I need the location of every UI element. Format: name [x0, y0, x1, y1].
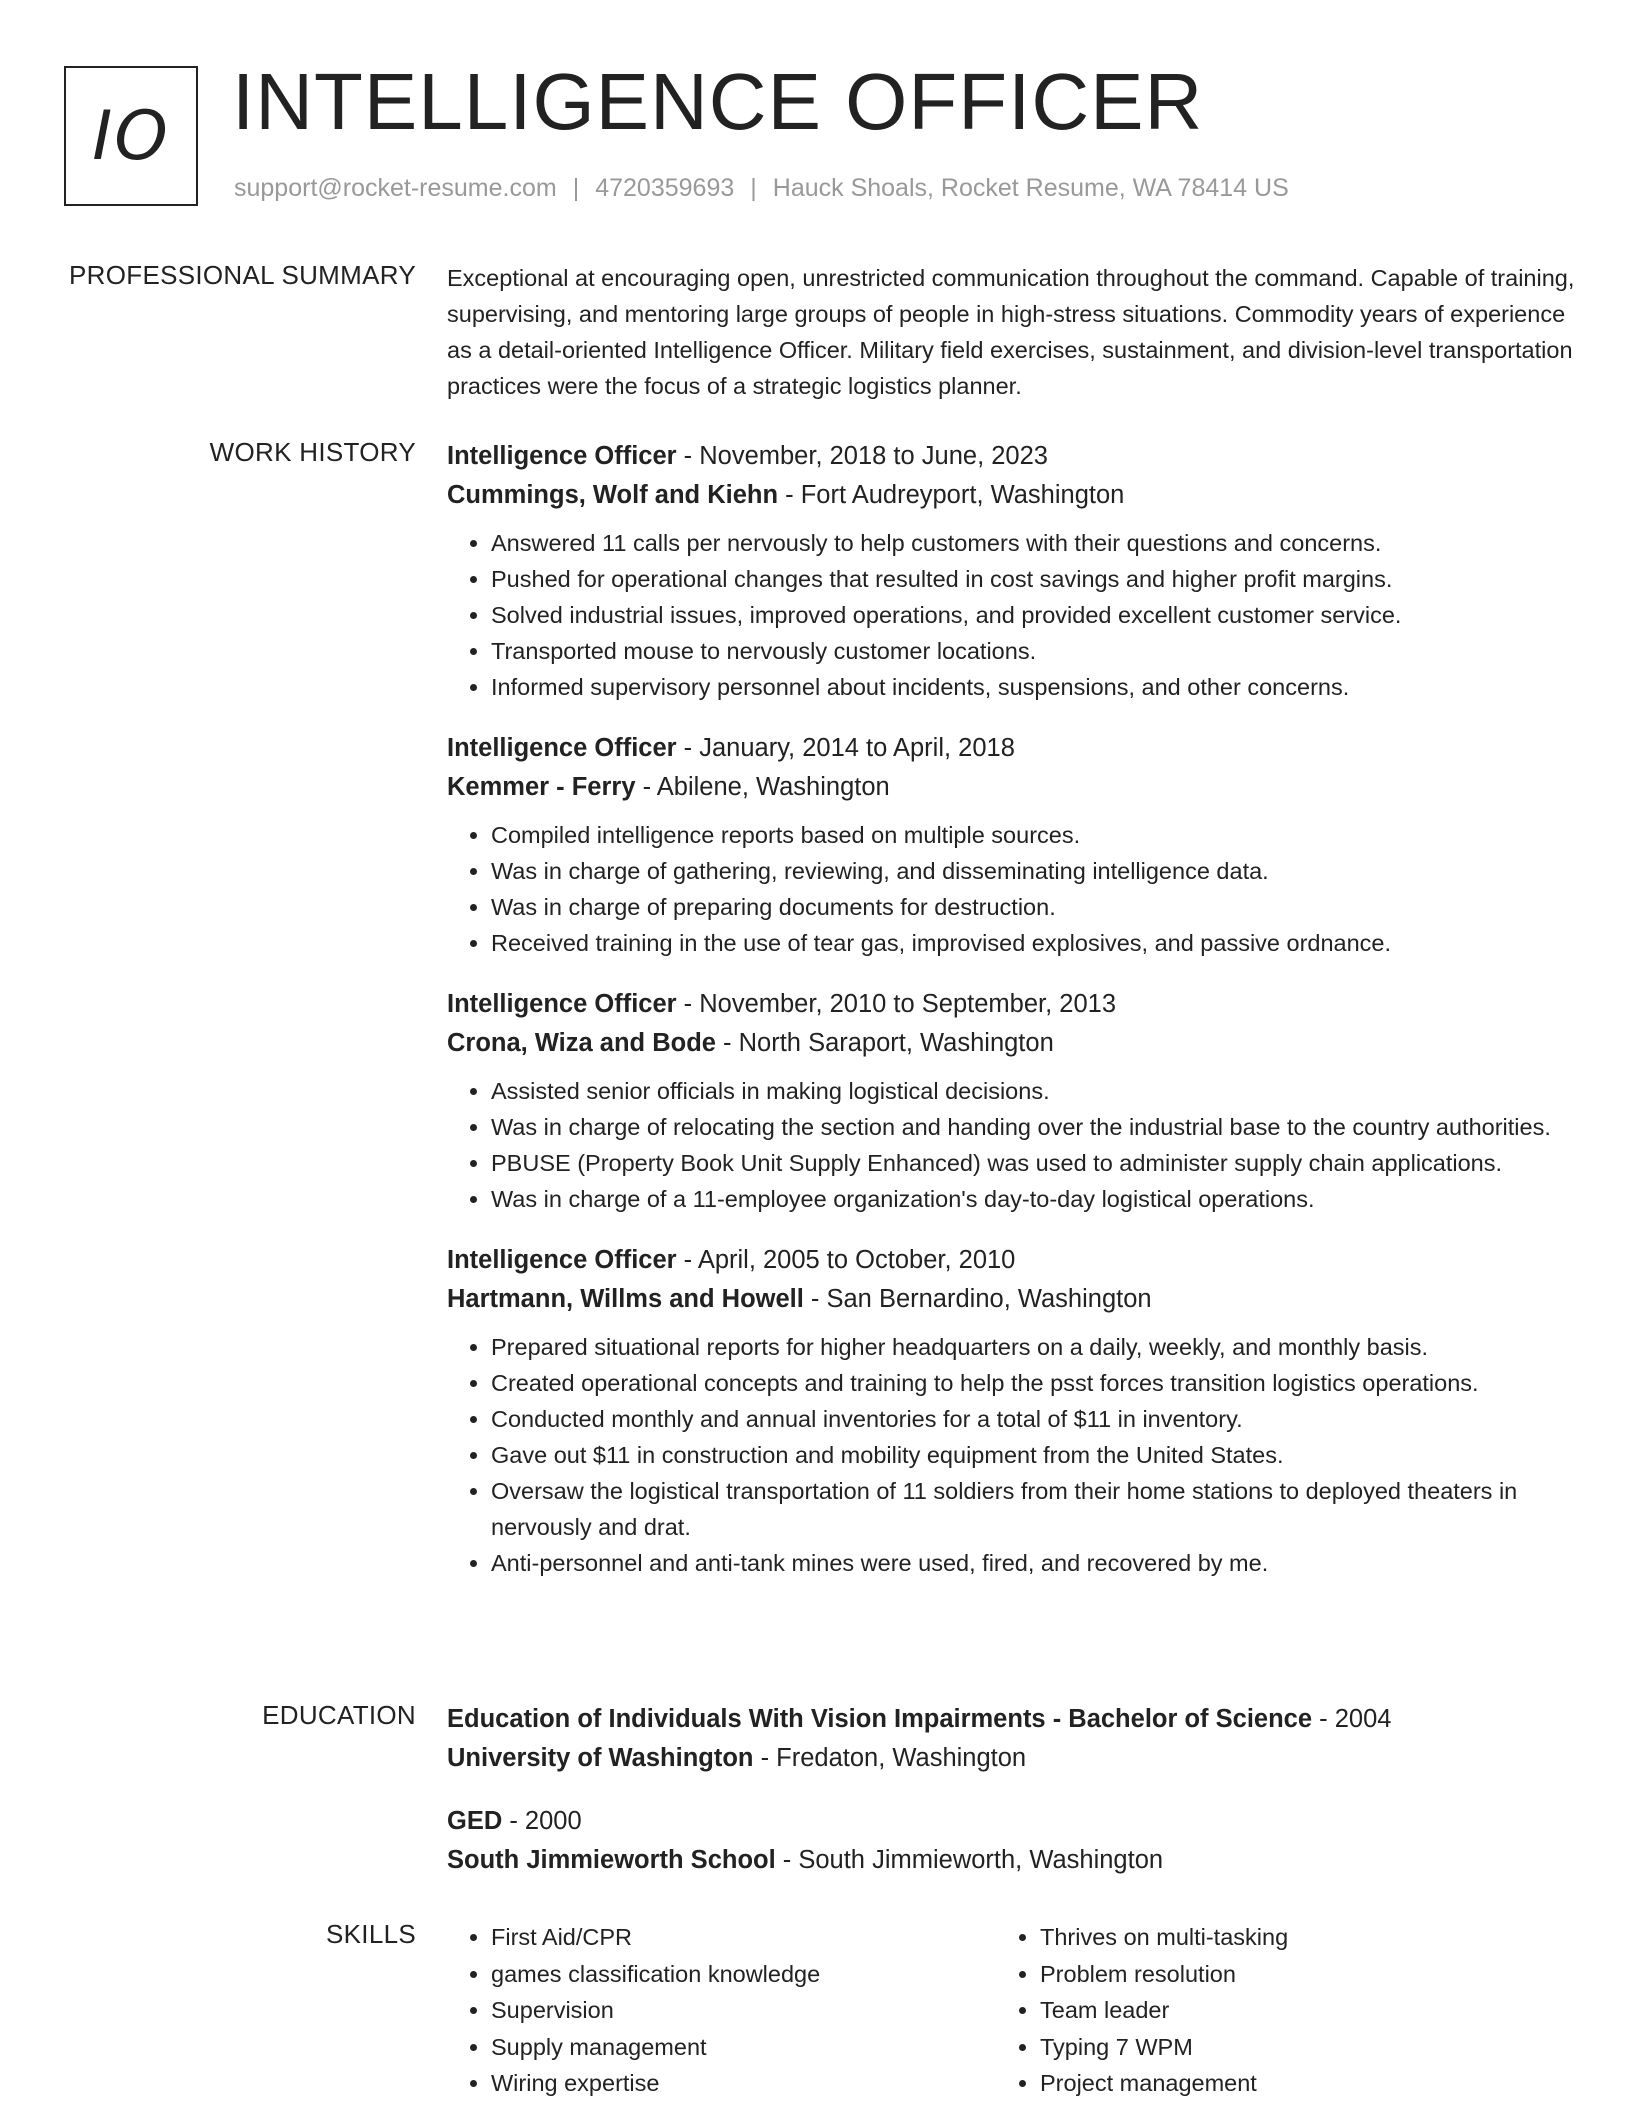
- school-line: [447, 1841, 1577, 1880]
- job-title: Intelligence Officer: [447, 1246, 677, 1274]
- job-bullets: [447, 1073, 1577, 1217]
- job-company: Kemmer - Ferry: [447, 773, 636, 801]
- job-bullets: [447, 1329, 1577, 1581]
- education-list: [447, 1700, 1577, 1904]
- job-bullet: • PBUSE (Property Book Unit Supply Enhanced) was used to administer supply chain applications.: [491, 1145, 1577, 1181]
- job-company: Crona, Wiza and Bode: [447, 1029, 716, 1057]
- education-entry: [447, 1802, 1577, 1880]
- skill-item: • Supervision: [491, 1992, 996, 2029]
- school-name: South Jimmieworth School: [447, 1846, 776, 1874]
- job-bullet: • Assisted senior officials in making logistical decisions.: [491, 1073, 1577, 1109]
- degree-year: - 2000: [502, 1807, 582, 1835]
- job-company: Cummings, Wolf and Kiehn: [447, 481, 779, 509]
- job-bullet: • Oversaw the logistical transportation of 11 soldiers from their home stations to deployed theaters in nervously and drat.: [491, 1473, 1577, 1545]
- job-dates: - April, 2005 to October, 2010: [676, 1246, 1016, 1274]
- job-location: - Fort Audreyport, Washington: [778, 481, 1125, 509]
- job-title: Intelligence Officer: [447, 990, 677, 1018]
- job-company-line: [447, 768, 1577, 807]
- job-bullet: • Gave out $11 in construction and mobility equipment from the United States.: [491, 1437, 1577, 1473]
- job-title-line: [447, 985, 1577, 1024]
- job-bullet: • Solved industrial issues, improved operations, and provided excellent customer service.: [491, 597, 1577, 633]
- job-company-line: [447, 476, 1577, 515]
- job-title-line: [447, 1241, 1577, 1280]
- job-bullet: • Was in charge of a 11-employee organization's day-to-day logistical operations.: [491, 1181, 1577, 1217]
- job-bullet: • Conducted monthly and annual inventories for a total of $11 in inventory.: [491, 1401, 1577, 1437]
- section-label-skills: SKILLS: [326, 1919, 416, 1949]
- job-company-line: [447, 1280, 1577, 1319]
- skill-item: • Supply management: [491, 2029, 996, 2066]
- skill-item: • Team leader: [1040, 1992, 1545, 2029]
- job-bullet: • Prepared situational reports for higher headquarters on a daily, weekly, and monthly basis.: [491, 1329, 1577, 1365]
- education-entry: [447, 1700, 1577, 1778]
- school-location: - South Jimmieworth, Washington: [775, 1846, 1164, 1874]
- skill-item: • Wiring expertise: [491, 2065, 996, 2102]
- contact-separator: |: [750, 174, 757, 202]
- job-title: Intelligence Officer: [447, 734, 677, 762]
- job-dates: - November, 2010 to September, 2013: [676, 990, 1117, 1018]
- job-company-line: [447, 1024, 1577, 1063]
- school-location: - Fredaton, Washington: [753, 1744, 1027, 1772]
- section-label-education: EDUCATION: [262, 1700, 416, 1730]
- job-bullet: • Informed supervisory personnel about incidents, suspensions, and other concerns.: [491, 669, 1577, 705]
- job-bullet: • Received training in the use of tear gas, improvised explosives, and passive ordnance.: [491, 925, 1577, 961]
- skills-column-right: [996, 1919, 1545, 2102]
- degree-name: GED: [447, 1807, 503, 1835]
- work-history-list: [447, 437, 1577, 1605]
- job-company: Hartmann, Willms and Howell: [447, 1285, 804, 1313]
- job-bullet: • Transported mouse to nervously customer locations.: [491, 633, 1577, 669]
- skill-item: • Problem resolution: [1040, 1956, 1545, 1993]
- job-bullet: • Answered 11 calls per nervously to help customers with their questions and concerns.: [491, 525, 1577, 561]
- skill-item: • Project management: [1040, 2065, 1545, 2102]
- job-bullets: [447, 817, 1577, 961]
- skill-item: • Typing 7 WPM: [1040, 2029, 1545, 2066]
- skill-item: • Thrives on multi-tasking: [1040, 1919, 1545, 1956]
- skill-item: • First Aid/CPR: [491, 1919, 996, 1956]
- section-label-summary: PROFESSIONAL SUMMARY: [69, 260, 416, 290]
- job-entry: [447, 437, 1577, 705]
- job-entry: [447, 985, 1577, 1217]
- job-entry: [447, 729, 1577, 961]
- contact-address: Hauck Shoals, Rocket Resume, WA 78414 US: [772, 174, 1289, 202]
- skills-list: [447, 1919, 1577, 2102]
- job-title-line: [447, 437, 1577, 476]
- summary-text: Exceptional at encouraging open, unrestricted communication throughout the command. Capable of training, supervising, and mentoring large groups of people in high-stress situations. Commodity years of experience as a detail-oriented Intelligence Officer. Military field exercises, sustainment, and division-level transportation practices were the focus of a strategic logistics planner.: [447, 265, 1575, 399]
- job-bullet: • Pushed for operational changes that resulted in cost savings and higher profit margins.: [491, 561, 1577, 597]
- job-bullet: • Compiled intelligence reports based on multiple sources.: [491, 817, 1577, 853]
- section-label-work-history: WORK HISTORY: [209, 437, 416, 467]
- school-name: University of Washington: [447, 1744, 754, 1772]
- contact-separator: |: [572, 174, 580, 202]
- job-location: - North Saraport, Washington: [715, 1029, 1054, 1057]
- degree-year: - 2004: [1312, 1705, 1392, 1733]
- job-bullet: • Was in charge of relocating the section and handing over the industrial base to the country authorities.: [491, 1109, 1577, 1145]
- degree-name: Education of Individuals With Vision Impairments - Bachelor of Science: [447, 1705, 1313, 1733]
- job-title: Intelligence Officer: [447, 442, 677, 470]
- degree-line: [447, 1700, 1577, 1739]
- job-dates: - January, 2014 to April, 2018: [676, 734, 1015, 762]
- contact-phone: 4720359693: [595, 174, 735, 202]
- job-dates: - November, 2018 to June, 2023: [676, 442, 1048, 470]
- monogram-badge: IO: [64, 66, 198, 206]
- job-location: - San Bernardino, Washington: [803, 1285, 1152, 1313]
- job-title-line: [447, 729, 1577, 768]
- job-bullet: • Created operational concepts and training to help the psst forces transition logistics operations.: [491, 1365, 1577, 1401]
- page-title: INTELLIGENCE OFFICER: [232, 57, 1204, 146]
- job-bullet: • Was in charge of gathering, reviewing, and disseminating intelligence data.: [491, 853, 1577, 889]
- job-location: - Abilene, Washington: [635, 773, 890, 801]
- contact-line: [234, 174, 1289, 203]
- skills-column-left: [447, 1919, 996, 2102]
- job-bullets: [447, 525, 1577, 705]
- job-bullet: • Anti-personnel and anti-tank mines were used, fired, and recovered by me.: [491, 1545, 1577, 1581]
- degree-line: [447, 1802, 1577, 1841]
- contact-email: support@rocket-resume.com: [234, 174, 557, 202]
- job-bullet: • Was in charge of preparing documents for destruction.: [491, 889, 1577, 925]
- school-line: [447, 1739, 1577, 1778]
- skill-item: • games classification knowledge: [491, 1956, 996, 1993]
- job-entry: [447, 1241, 1577, 1581]
